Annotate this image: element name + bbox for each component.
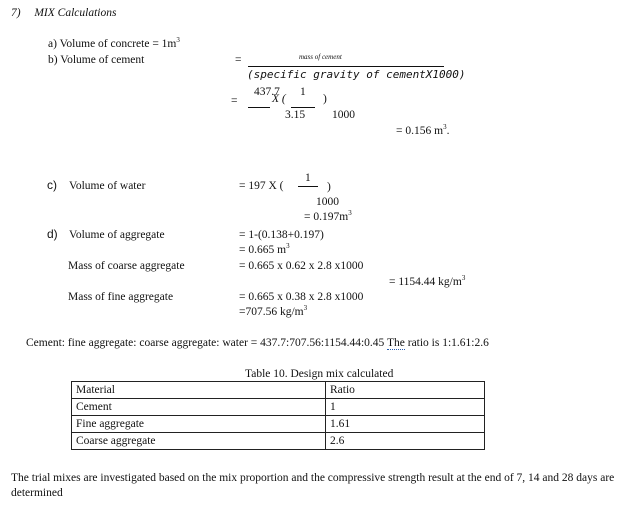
- fraction-bar: [248, 66, 444, 67]
- item-b-label: b) Volume of cement: [48, 54, 145, 66]
- item-c-result: = $0.197m^3$: [304, 209, 352, 223]
- footer-line-2: determined: [11, 487, 63, 499]
- row-ratio: 2.6: [326, 433, 485, 450]
- row-ratio: 1: [326, 399, 485, 416]
- row-material: Cement: [72, 399, 326, 416]
- item-a-sup: 3: [176, 36, 180, 45]
- table-row: [72, 399, 485, 416]
- ratio-sentence: Cement: fine aggregate: coarse aggregate: water = 437.7:707.56:1154.44:0.45 The ratio is 1:1.61:2.6: [26, 337, 489, 349]
- footer-line-1: The trial mixes are investigated based on the mix proportion and the compressive strength result at the end of 7, 14 and 28 days are: [11, 472, 615, 484]
- row-material: Coarse aggregate: [72, 433, 326, 450]
- item-d-line2: = 0.665 $m^3$: [239, 242, 290, 256]
- table-row: [72, 433, 485, 450]
- fine-aggregate-calc: = 0.665 x 0.38 x 2.8 x1000: [239, 291, 364, 303]
- item-b-specific-gravity: 3.15: [285, 109, 306, 121]
- item-d-label: Volume of aggregate: [69, 229, 165, 241]
- item-a-volume-concrete: [48, 38, 180, 51]
- item-b-times: X (: [272, 93, 286, 105]
- item-b-result: = 0.156 $m^3$.: [396, 123, 450, 137]
- table-row: [72, 416, 485, 433]
- table-header-row: [72, 382, 485, 399]
- item-c-equation: = 197 X (: [239, 180, 284, 192]
- item-b-numerator-value: 437.7: [254, 86, 280, 98]
- item-b-equals: =: [235, 54, 242, 66]
- item-d-marker: d): [47, 227, 58, 241]
- item-c-label: Volume of water: [69, 180, 146, 192]
- spellcheck-word: The: [386, 337, 405, 349]
- section-number: 7): [11, 7, 21, 19]
- fraction-denominator: (specific gravity of cementX1000): [247, 68, 466, 81]
- fraction-numerator: mass of cement: [299, 53, 342, 61]
- item-a-label: a) Volume of concrete = 1m: [48, 38, 177, 50]
- item-c-thousand: 1000: [316, 196, 339, 208]
- coarse-aggregate-label: Mass of coarse aggregate: [68, 260, 185, 272]
- item-c-one: 1: [305, 172, 311, 184]
- item-b-inner-bar: [291, 107, 315, 108]
- coarse-aggregate-calc: = 0.665 x 0.62 x 2.8 x1000: [239, 260, 364, 272]
- item-c-close-paren: ): [327, 181, 331, 193]
- item-d-line1: = 1-(0.138+0.197): [239, 229, 324, 241]
- row-ratio: 1.61: [326, 416, 485, 433]
- item-b-thousand: 1000: [332, 109, 355, 121]
- item-b-close-paren: ): [323, 93, 327, 105]
- section-title: MIX Calculations: [34, 7, 117, 19]
- item-b-short-bar: [248, 107, 270, 108]
- header-ratio: Ratio: [326, 382, 485, 399]
- table-caption: Table 10. Design mix calculated: [245, 368, 394, 380]
- fine-aggregate-label: Mass of fine aggregate: [68, 291, 174, 303]
- fine-aggregate-result: =707.56 $kg/m^3$: [239, 304, 308, 318]
- item-c-marker: c): [47, 178, 57, 192]
- coarse-aggregate-result: = 1154.44 $kg/m^3$: [389, 274, 466, 288]
- row-material: Fine aggregate: [72, 416, 326, 433]
- section-heading: [11, 7, 116, 20]
- design-mix-table: [71, 381, 485, 450]
- header-material: Material: [72, 382, 326, 399]
- item-c-fraction-bar: [298, 186, 318, 187]
- item-b-one: 1: [300, 86, 306, 98]
- item-b-equals-2: =: [231, 95, 238, 107]
